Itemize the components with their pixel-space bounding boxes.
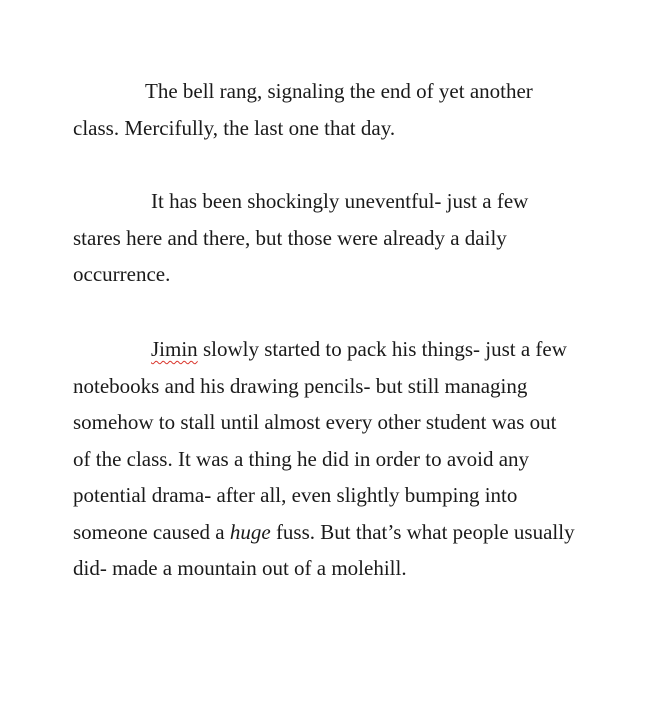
line-6-before: someone caused a: [73, 519, 230, 544]
paragraph-3-line-3: somehow to stall until almost every other student was out: [73, 410, 557, 434]
paragraph-3-line-2: notebooks and his drawing pencils- but still managing: [73, 373, 528, 398]
paragraph-3-line-4: of the class. It was a thing he did in order to avoid any: [73, 446, 530, 471]
paragraph-3-line-7: did- made a mountain out of a molehill.: [73, 556, 407, 580]
spellcheck-flagged-word[interactable]: Jimin: [151, 337, 198, 361]
paragraph-2-line-1: It has been shockingly uneventful- just a few: [151, 189, 529, 213]
paragraph-1-line-2: class. Mercifully, the last one that day.: [73, 115, 396, 140]
paragraph-1: [73, 73, 633, 146]
line-6-after: fuss. But that’s what people usually: [270, 519, 575, 544]
paragraph-3-line-5: potential drama- after all, even slightly bumping into: [73, 483, 518, 507]
italic-emphasis: huge: [229, 519, 271, 544]
paragraph-3: [73, 331, 633, 587]
paragraph-3-line-6: [73, 514, 633, 551]
paragraph-3-line-1: [73, 331, 633, 368]
paragraph-2-line-3: occurrence.: [73, 262, 171, 286]
paragraph-3-line-1-rest: slowly started to pack his things- just a few: [197, 337, 567, 361]
paragraph-1-line-1: The bell rang, signaling the end of yet another: [145, 79, 533, 103]
paragraph-2-line-2: stares here and there, but those were already a daily: [73, 225, 507, 250]
paragraph-2: [73, 183, 633, 293]
